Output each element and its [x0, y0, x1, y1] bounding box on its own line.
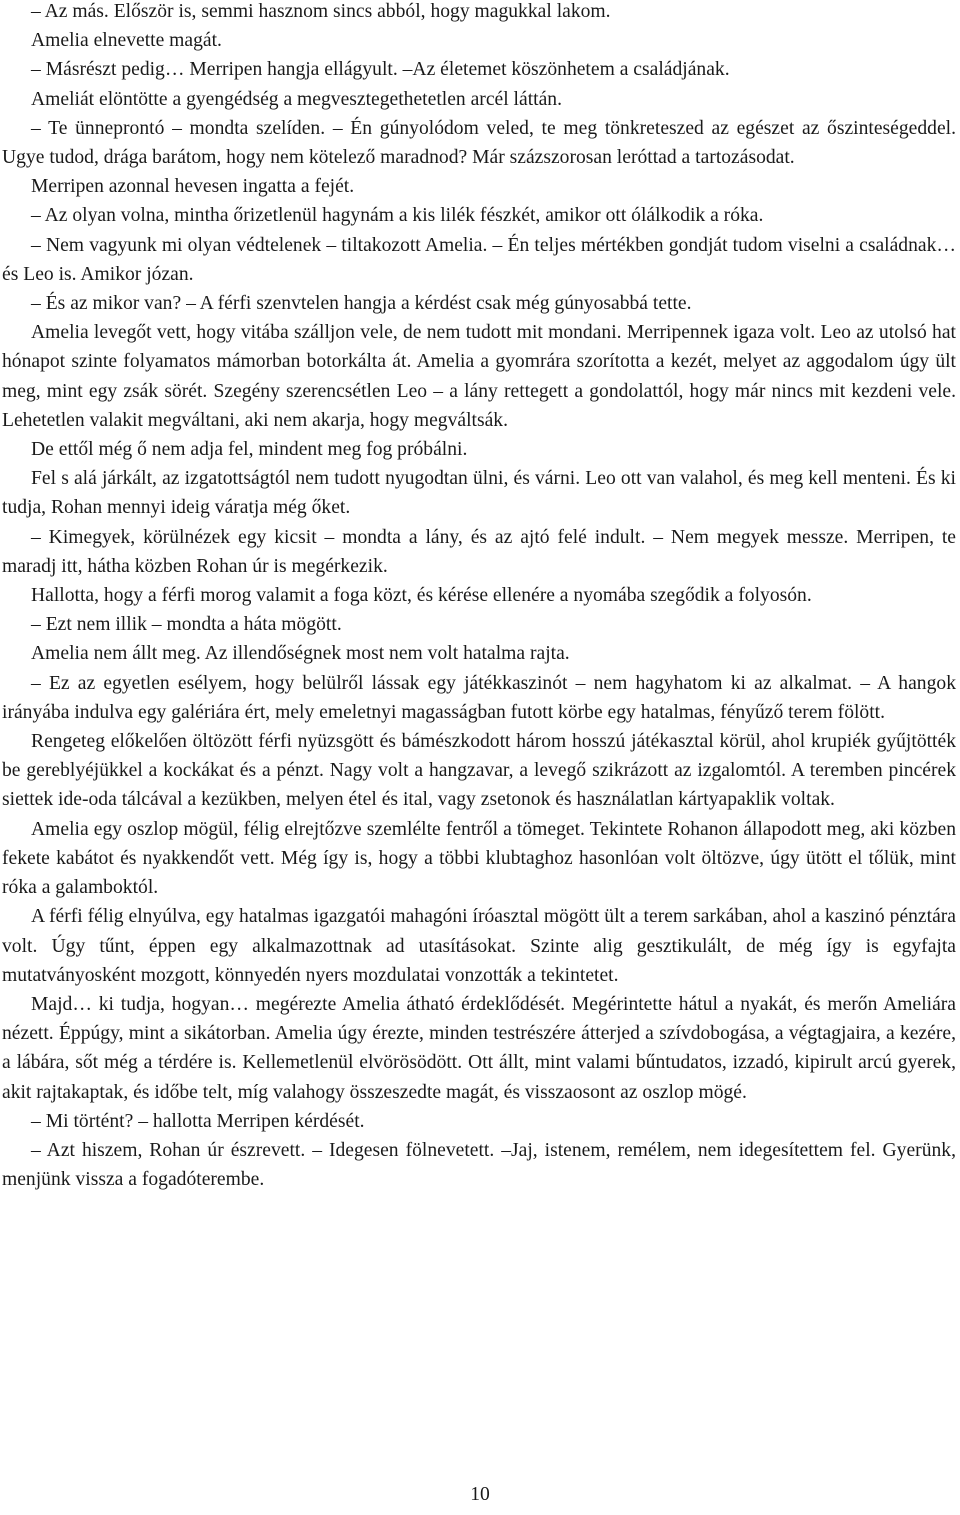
- paragraph: A férfi félig elnyúlva, egy hatalmas igazgatói mahagóni íróasztal mögött ült a terem sarkában, ahol a kaszinó pénztára volt. Úgy tűnt, éppen egy alkalmazottnak ad utasításokat. Szinte alig gesztikulált, de még így is egyfajta mutatványosként mozgott, könnyedén nyers mozdulatai vonzották a tekintetet.: [2, 906, 956, 986]
- paragraph: Majd… ki tudja, hogyan… megérezte Amelia átható érdeklődését. Megérintette hátul a nyakát, és merőn Ameliára nézett. Éppúgy, mint a sikátorban. Amelia úgy érezte, minden testrészére átterjed a szívdobogása, a végtagjaira, a kezére, a lábára, sőt még a térdére is. Kellemetlenül elvörösödött. Ott állt, mint valami bűntudatos, izzadó, kipirult arcú gyerek, akit rajtakaptak, és időbe telt, míg valahogy összeszedte magát, és visszaosont az oszlop mögé.: [2, 993, 956, 1103]
- paragraph: – Mi történt? – hallotta Merripen kérdését.: [31, 1110, 365, 1132]
- paragraph: Ameliát elöntötte a gyengédség a megvesztegethetetlen arcél láttán.: [31, 88, 562, 110]
- paragraph: – Ez az egyetlen esélyem, hogy belülről lássak egy játékkaszinót – nem hagyhatom ki az alkalmat. – A hangok irányába indulva egy galériára ért, mely emeletnyi magasságban futott körbe egy hatalmas, fényűző terem fölött.: [2, 672, 956, 723]
- paragraph: De ettől még ő nem adja fel, mindent meg fog próbálni.: [31, 439, 468, 461]
- paragraph: – Az más. Először is, semmi hasznom sincs abból, hogy magukkal lakom.: [31, 1, 611, 22]
- paragraph: Amelia egy oszlop mögül, félig elrejtőzve szemlélte fentről a tömeget. Tekintete Rohanon állapodott meg, aki közben fekete kabátot és nyakkendőt vett. Még így is, hogy a többi klubtaghoz hasonlóan volt öltözve, úgy ütött el tőlük, mint róka a galamboktól.: [2, 818, 956, 899]
- paragraph: – Ezt nem illik – mondta a háta mögött.: [31, 614, 342, 636]
- paragraph: – Nem vagyunk mi olyan védtelenek – tiltakozott Amelia. – Én teljes mértékben gondját tudom viselni a családnak… és Leo is. Amikor józan.: [2, 234, 956, 285]
- page-number: 10: [470, 1484, 490, 1505]
- paragraph: Merripen azonnal hevesen ingatta a fejét.: [31, 176, 355, 198]
- paragraph: – Azt hiszem, Rohan úr észrevett. – Idegesen fölnevetett. –Jaj, istenem, remélem, nem idegesítettem fel. Gyerünk, menjünk vissza a fogadóterembe.: [2, 1139, 956, 1191]
- paragraph: Amelia levegőt vett, hogy vitába szálljon vele, de nem tudott mit mondani. Merripennek igaza volt. Leo az utolsó hat hónapot szinte folyamatos mámorban botorkálta át. Amelia a gyomrára szorította a kezét, melyet az aggodalom úgy ült meg, mint egy zsák sörét. Szegény szerencsétlen Leo – a lány rettegett a gondolattól, hogy már nincs mit kezdeni vele. Lehetetlen valakit megváltani, aki nem akarja, hogy megváltsák.: [2, 322, 956, 431]
- paragraph: – Az olyan volna, mintha őrizetlenül hagynám a kis lilék fészkét, amikor ott ólálkodik a róka.: [31, 205, 764, 227]
- paragraph: Amelia nem állt meg. Az illendőségnek most nem volt hatalma rajta.: [31, 643, 570, 665]
- paragraph: – Te ünneprontó – mondta szelíden. – Én gúnyolódom veled, te meg tönkreteszed az egészet az őszinteségeddel. Ugye tudod, drága barátom, hogy nem kötelező maradnod? Már százszorosan leróttad a tartozásodat.: [2, 117, 956, 169]
- paragraph: – És az mikor van? – A férfi szenvtelen hangja a kérdést csak még gúnyosabbá tette.: [31, 293, 692, 315]
- text-body: [2, 0, 956, 1194]
- paragraph: – Másrészt pedig… Merripen hangja ellágyult. –Az életemet köszönhetem a családjának.: [31, 59, 730, 81]
- paragraph: – Kimegyek, körülnézek egy kicsit – mondta a lány, és az ajtó felé indult. – Nem megyek messze. Merripen, te maradj itt, hátha közben Rohan úr is megérkezik.: [2, 526, 956, 577]
- paragraph: Rengeteg előkelően öltözött férfi nyüzsgött és bámészkodott három hosszú játékasztal körül, ahol krupiék gyűjtötték be gereblyéjükkel a kockákat és a pénzt. Nagy volt a hangzavar, a levegő szikrázott az izgalomtól. A teremben pincérek siettek ide-oda tálcával a kezükben, melyen étel és ital, vagy zsetonok és használatlan kártyapaklik voltak.: [2, 731, 956, 811]
- paragraph: Amelia elnevette magát.: [31, 30, 222, 52]
- paragraph: Fel s alá járkált, az izgatottságtól nem tudott nyugodtan ülni, és várni. Leo ott van valahol, és meg kell menteni. És ki tudja, Rohan mennyi ideig váratja még őket.: [2, 468, 956, 519]
- paragraph: Hallotta, hogy a férfi morog valamit a foga közt, és kérése ellenére a nyomába szegődik a folyosón.: [31, 585, 812, 607]
